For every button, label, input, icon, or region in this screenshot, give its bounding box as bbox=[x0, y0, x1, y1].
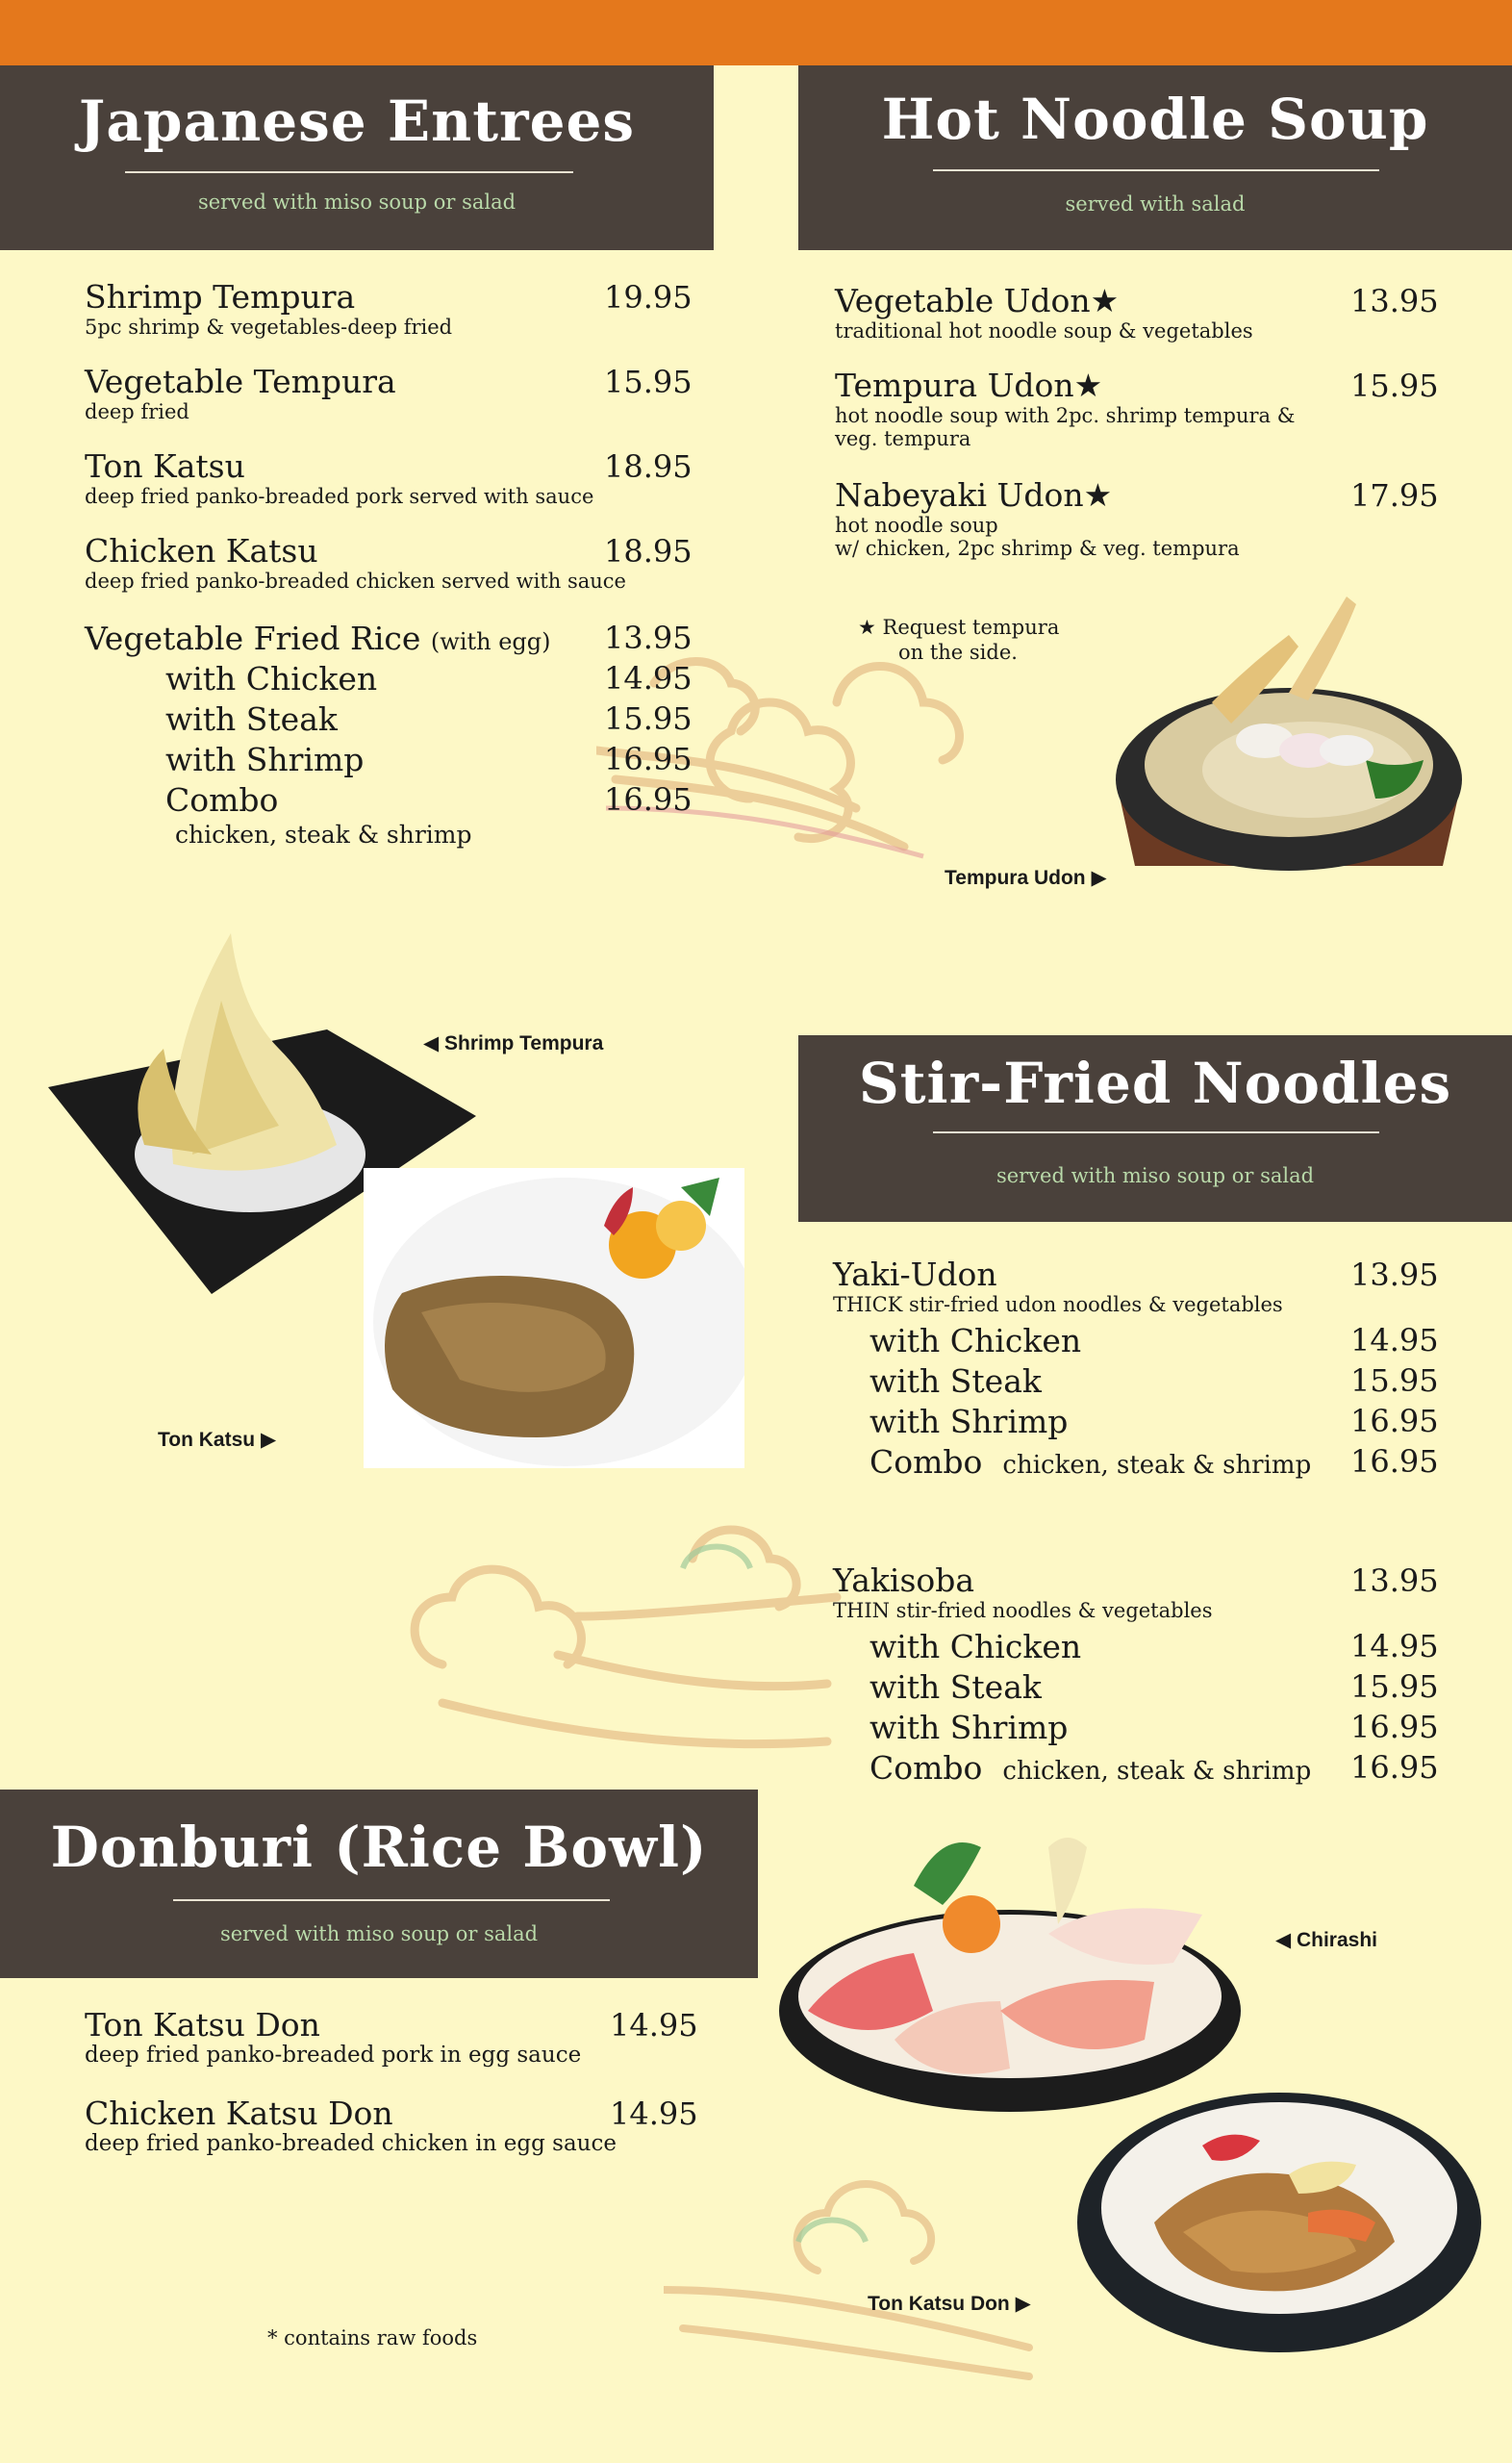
donburi-title: Donburi (Rice Bowl) bbox=[50, 1815, 708, 1880]
item-desc: deep fried panko-breaded pork served with sauce bbox=[85, 485, 594, 508]
yaki-udon-combo bbox=[869, 1443, 1311, 1481]
entrees-title: Japanese Entrees bbox=[78, 89, 636, 154]
top-orange-bar bbox=[0, 0, 1512, 65]
yakisoba-variant: with Steak bbox=[869, 1668, 1042, 1706]
raw-foods-footnote: * contains raw foods bbox=[267, 2326, 478, 2349]
chirashi-photo bbox=[769, 1818, 1250, 2117]
item-name: Shrimp Tempura bbox=[85, 278, 356, 316]
fried-rice-combo-desc: chicken, steak & shrimp bbox=[175, 821, 472, 849]
item-name: Chicken Katsu Don bbox=[85, 2095, 393, 2132]
item-price: 18.95 bbox=[604, 448, 693, 485]
menu-item-nabeyaki-udon bbox=[835, 477, 1240, 560]
yaki-udon-variant: with Steak bbox=[869, 1362, 1042, 1400]
entrees-title-rule bbox=[125, 171, 573, 173]
fried-rice-variant: Combo bbox=[165, 781, 279, 819]
combo-desc: chicken, steak & shrimp bbox=[1002, 1757, 1312, 1786]
yakisoba-variant: with Chicken bbox=[869, 1628, 1082, 1665]
menu-item-vegetable-udon bbox=[835, 283, 1253, 343]
stir-fried-title: Stir-Fried Noodles bbox=[858, 1051, 1452, 1116]
cloud-decoration-bottom bbox=[664, 2155, 1068, 2386]
yaki-udon-variant-price: 14.95 bbox=[1350, 1322, 1439, 1358]
item-price: 14.95 bbox=[610, 2095, 698, 2132]
yakisoba-variant-price: 16.95 bbox=[1350, 1749, 1439, 1786]
menu-item-yaki-udon bbox=[833, 1257, 1283, 1316]
ton-katsu-don-photo bbox=[1068, 2088, 1491, 2367]
item-desc: 5pc shrimp & vegetables-deep fried bbox=[85, 316, 453, 339]
item-desc: hot noodle soup bbox=[835, 514, 998, 537]
item-desc: THIN stir-fried noodles & vegetables bbox=[833, 1599, 1213, 1622]
noodle-soup-header bbox=[798, 65, 1512, 250]
menu-item-ton-katsu-don bbox=[85, 2007, 581, 2067]
tempura-request-note-line1: ★ Request tempura bbox=[858, 616, 1060, 639]
fried-rice-variant-price: 14.95 bbox=[604, 660, 693, 697]
caption-tempura-udon: Tempura Udon ▶ bbox=[945, 867, 1107, 889]
noodle-soup-title: Hot Noodle Soup bbox=[881, 87, 1429, 152]
caption-chirashi: ◀ Chirashi bbox=[1275, 1929, 1378, 1951]
item-desc-2: veg. tempura bbox=[835, 427, 971, 450]
ton-katsu-photo bbox=[364, 1168, 744, 1468]
combo-label: Combo bbox=[869, 1443, 983, 1481]
item-price: 13.95 bbox=[1350, 283, 1439, 319]
yakisoba-variant-price: 15.95 bbox=[1350, 1668, 1439, 1705]
item-desc: traditional hot noodle soup & vegetables bbox=[835, 319, 1253, 343]
item-desc: deep fried panko-breaded chicken in egg sauce bbox=[85, 2131, 617, 2156]
item-name: Yaki-Udon bbox=[833, 1256, 997, 1293]
item-price: 13.95 bbox=[1350, 1257, 1439, 1293]
entrees-header bbox=[0, 65, 714, 250]
menu-item-tempura-udon bbox=[835, 368, 1295, 450]
yakisoba-variant-price: 14.95 bbox=[1350, 1628, 1439, 1664]
item-name: Vegetable Tempura bbox=[85, 363, 396, 400]
item-name: Nabeyaki Udon★ bbox=[835, 476, 1113, 514]
menu-item-vegetable-tempura bbox=[85, 364, 396, 423]
fried-rice-variant: with Chicken bbox=[165, 660, 378, 698]
menu-item-chicken-katsu bbox=[85, 533, 626, 593]
noodle-soup-title-rule bbox=[933, 169, 1379, 171]
menu-item-ton-katsu bbox=[85, 448, 593, 508]
fried-rice-variant-price: 16.95 bbox=[604, 781, 693, 818]
item-desc: hot noodle soup with 2pc. shrimp tempura & bbox=[835, 404, 1296, 427]
combo-label: Combo bbox=[869, 1749, 983, 1787]
yakisoba-combo bbox=[869, 1749, 1311, 1787]
yakisoba-variant: with Shrimp bbox=[869, 1709, 1069, 1746]
item-name: Yakisoba bbox=[833, 1562, 975, 1599]
item-name: Ton Katsu Don bbox=[85, 2006, 320, 2044]
item-name: Vegetable Udon★ bbox=[835, 282, 1120, 319]
caption-ton-katsu-don: Ton Katsu Don ▶ bbox=[868, 2293, 1031, 2315]
item-desc-2: w/ chicken, 2pc shrimp & veg. tempura bbox=[835, 537, 1240, 560]
item-price: 14.95 bbox=[610, 2007, 698, 2044]
noodle-soup-subtitle: served with salad bbox=[1065, 192, 1246, 216]
caption-ton-katsu: Ton Katsu ▶ bbox=[158, 1429, 277, 1451]
fried-rice-variant-price: 16.95 bbox=[604, 741, 693, 777]
tempura-request-note-line2: on the side. bbox=[898, 641, 1018, 664]
item-desc: THICK stir-fried udon noodles & vegetables bbox=[833, 1293, 1283, 1316]
item-price: 15.95 bbox=[604, 364, 693, 400]
item-price: 19.95 bbox=[604, 279, 693, 316]
fried-rice-note: (with egg) bbox=[430, 628, 551, 655]
fried-rice-name-line bbox=[85, 620, 551, 657]
item-price: 18.95 bbox=[604, 533, 693, 570]
fried-rice-price: 13.95 bbox=[604, 620, 693, 656]
donburi-title-rule bbox=[173, 1899, 610, 1901]
caption-shrimp-tempura: ◀ Shrimp Tempura bbox=[423, 1032, 604, 1054]
item-desc: deep fried bbox=[85, 400, 189, 423]
fried-rice-variant: with Steak bbox=[165, 700, 338, 738]
yaki-udon-variant-price: 16.95 bbox=[1350, 1403, 1439, 1439]
donburi-subtitle: served with miso soup or salad bbox=[219, 1922, 539, 1945]
donburi-header bbox=[0, 1790, 758, 1978]
stir-fried-header bbox=[798, 1035, 1512, 1222]
yaki-udon-variant-price: 16.95 bbox=[1350, 1443, 1439, 1480]
combo-desc: chicken, steak & shrimp bbox=[1002, 1451, 1312, 1480]
menu-item-shrimp-tempura bbox=[85, 279, 452, 339]
menu-item-yakisoba bbox=[833, 1562, 1213, 1622]
fried-rice-variant-price: 15.95 bbox=[604, 700, 693, 737]
item-name: Tempura Udon★ bbox=[835, 367, 1103, 404]
yakisoba-variant-price: 16.95 bbox=[1350, 1709, 1439, 1745]
stir-fried-subtitle: served with miso soup or salad bbox=[995, 1164, 1315, 1187]
fried-rice-name: Vegetable Fried Rice bbox=[85, 620, 421, 657]
item-desc: deep fried panko-breaded pork in egg sauce bbox=[85, 2043, 582, 2068]
yaki-udon-variant: with Shrimp bbox=[869, 1403, 1069, 1440]
yaki-udon-variant: with Chicken bbox=[869, 1322, 1082, 1359]
tempura-udon-photo bbox=[1096, 587, 1481, 885]
fried-rice-variant: with Shrimp bbox=[165, 741, 365, 778]
item-name: Ton Katsu bbox=[85, 447, 245, 485]
item-price: 13.95 bbox=[1350, 1562, 1439, 1599]
item-price: 17.95 bbox=[1350, 477, 1439, 514]
item-desc: deep fried panko-breaded chicken served with sauce bbox=[85, 570, 626, 593]
yaki-udon-variant-price: 15.95 bbox=[1350, 1362, 1439, 1399]
menu-item-chicken-katsu-don bbox=[85, 2095, 617, 2155]
item-name: Chicken Katsu bbox=[85, 532, 318, 570]
stir-fried-title-rule bbox=[933, 1131, 1379, 1133]
entrees-subtitle: served with miso soup or salad bbox=[197, 190, 517, 214]
cloud-decoration-middle bbox=[385, 1501, 846, 1780]
item-price: 15.95 bbox=[1350, 368, 1439, 404]
